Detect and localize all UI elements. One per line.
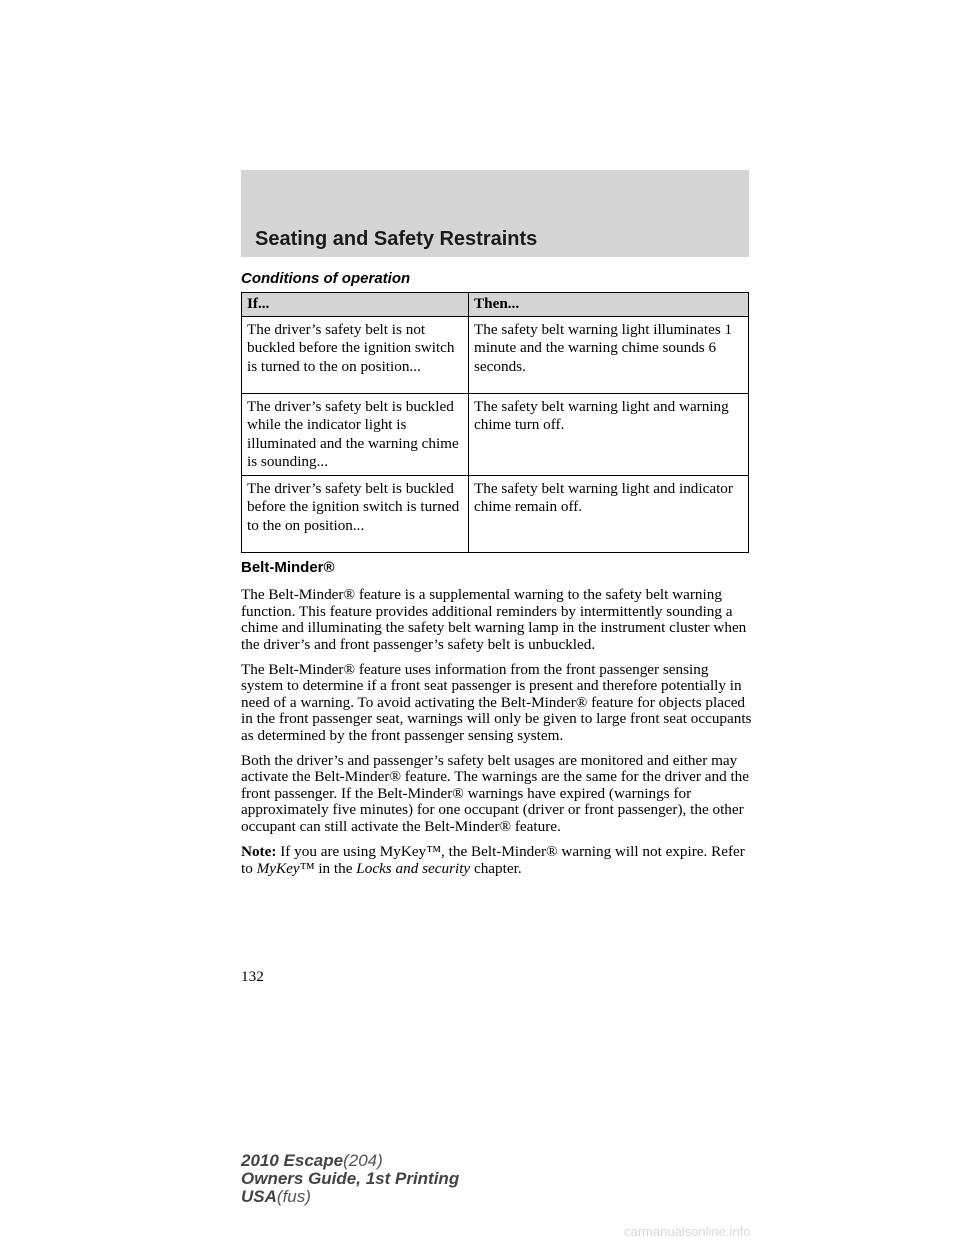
footer-region: USA bbox=[241, 1187, 277, 1206]
table-cell-condition: The driver’s safety belt is buckled while the indicator light is illuminated and the warning chime is sounding... bbox=[242, 393, 469, 475]
footer-print-info bbox=[241, 1152, 459, 1206]
note-paragraph bbox=[241, 844, 753, 877]
note-reference-chapter: Locks and security bbox=[356, 859, 471, 877]
table-header-then: Then... bbox=[469, 293, 749, 317]
footer-model: 2010 Escape bbox=[241, 1151, 344, 1170]
belt-minder-heading: Belt-Minder® bbox=[241, 559, 335, 576]
table-cell-result: The safety belt warning light and indicator chime remain off. bbox=[469, 475, 749, 552]
chapter-header-band bbox=[241, 170, 749, 257]
footer-model-code: (204) bbox=[343, 1151, 383, 1170]
table-row bbox=[242, 316, 749, 393]
note-text: in the bbox=[314, 859, 357, 877]
table-cell-condition: The driver’s safety belt is buckled before the ignition switch is turned to the on position... bbox=[242, 475, 469, 552]
chapter-title: Seating and Safety Restraints bbox=[255, 228, 538, 250]
section-heading: Conditions of operation bbox=[241, 270, 411, 287]
note-text: chapter. bbox=[470, 859, 522, 877]
footer-region-code: (fus) bbox=[276, 1187, 311, 1206]
paragraph: Both the driver’s and passenger’s safety belt usages are monitored and either may activate the Belt-Minder® feature. The warnings are the same for the driver and the front passenger. If the Belt-Minder® warnings have expired (warnings for approximately five minutes) for one occupant (driver or front passenger), the other occupant can still activate the Belt-Minder® feature. bbox=[241, 752, 750, 835]
table-row bbox=[242, 393, 749, 475]
table-header-row bbox=[242, 293, 749, 317]
note-text: If you are using MyKey™, the Belt-Minder® warning will not expire. Refer to bbox=[241, 843, 745, 877]
conditions-table bbox=[241, 292, 749, 553]
paragraph: The Belt-Minder® feature uses information from the front passenger sensing system to determine if a front seat passenger is present and therefore potentially in need of a warning. To avoid activating the Belt-Minder® feature for objects placed in the front passenger seat, warnings will only be given to large front seat occupants as determined by the front passenger sensing system. bbox=[241, 661, 752, 744]
table-header-if: If... bbox=[242, 293, 469, 317]
watermark: carmanualsonline.info bbox=[624, 1224, 751, 1239]
table-row bbox=[242, 475, 749, 552]
footer-line-region bbox=[241, 1188, 459, 1206]
body-text bbox=[241, 560, 753, 886]
note-reference-mykey: MyKey™ bbox=[256, 859, 315, 877]
table-cell-result: The safety belt warning light illuminates 1 minute and the warning chime sounds 6 seconds. bbox=[469, 316, 749, 393]
table-cell-result: The safety belt warning light and warning chime turn off. bbox=[469, 393, 749, 475]
table-cell-condition: The driver’s safety belt is not buckled before the ignition switch is turned to the on position... bbox=[242, 316, 469, 393]
page-number: 132 bbox=[241, 968, 264, 985]
note-label: Note: bbox=[241, 843, 277, 861]
footer-line-model bbox=[241, 1152, 459, 1170]
paragraph: The Belt-Minder® feature is a supplemental warning to the safety belt warning function. This feature provides additional reminders by intermittently sounding a chime and illuminating the safety belt warning lamp in the instrument cluster when the driver’s and front passenger’s safety belt is unbuckled. bbox=[241, 586, 747, 653]
footer-line-edition: Owners Guide, 1st Printing bbox=[241, 1169, 460, 1188]
